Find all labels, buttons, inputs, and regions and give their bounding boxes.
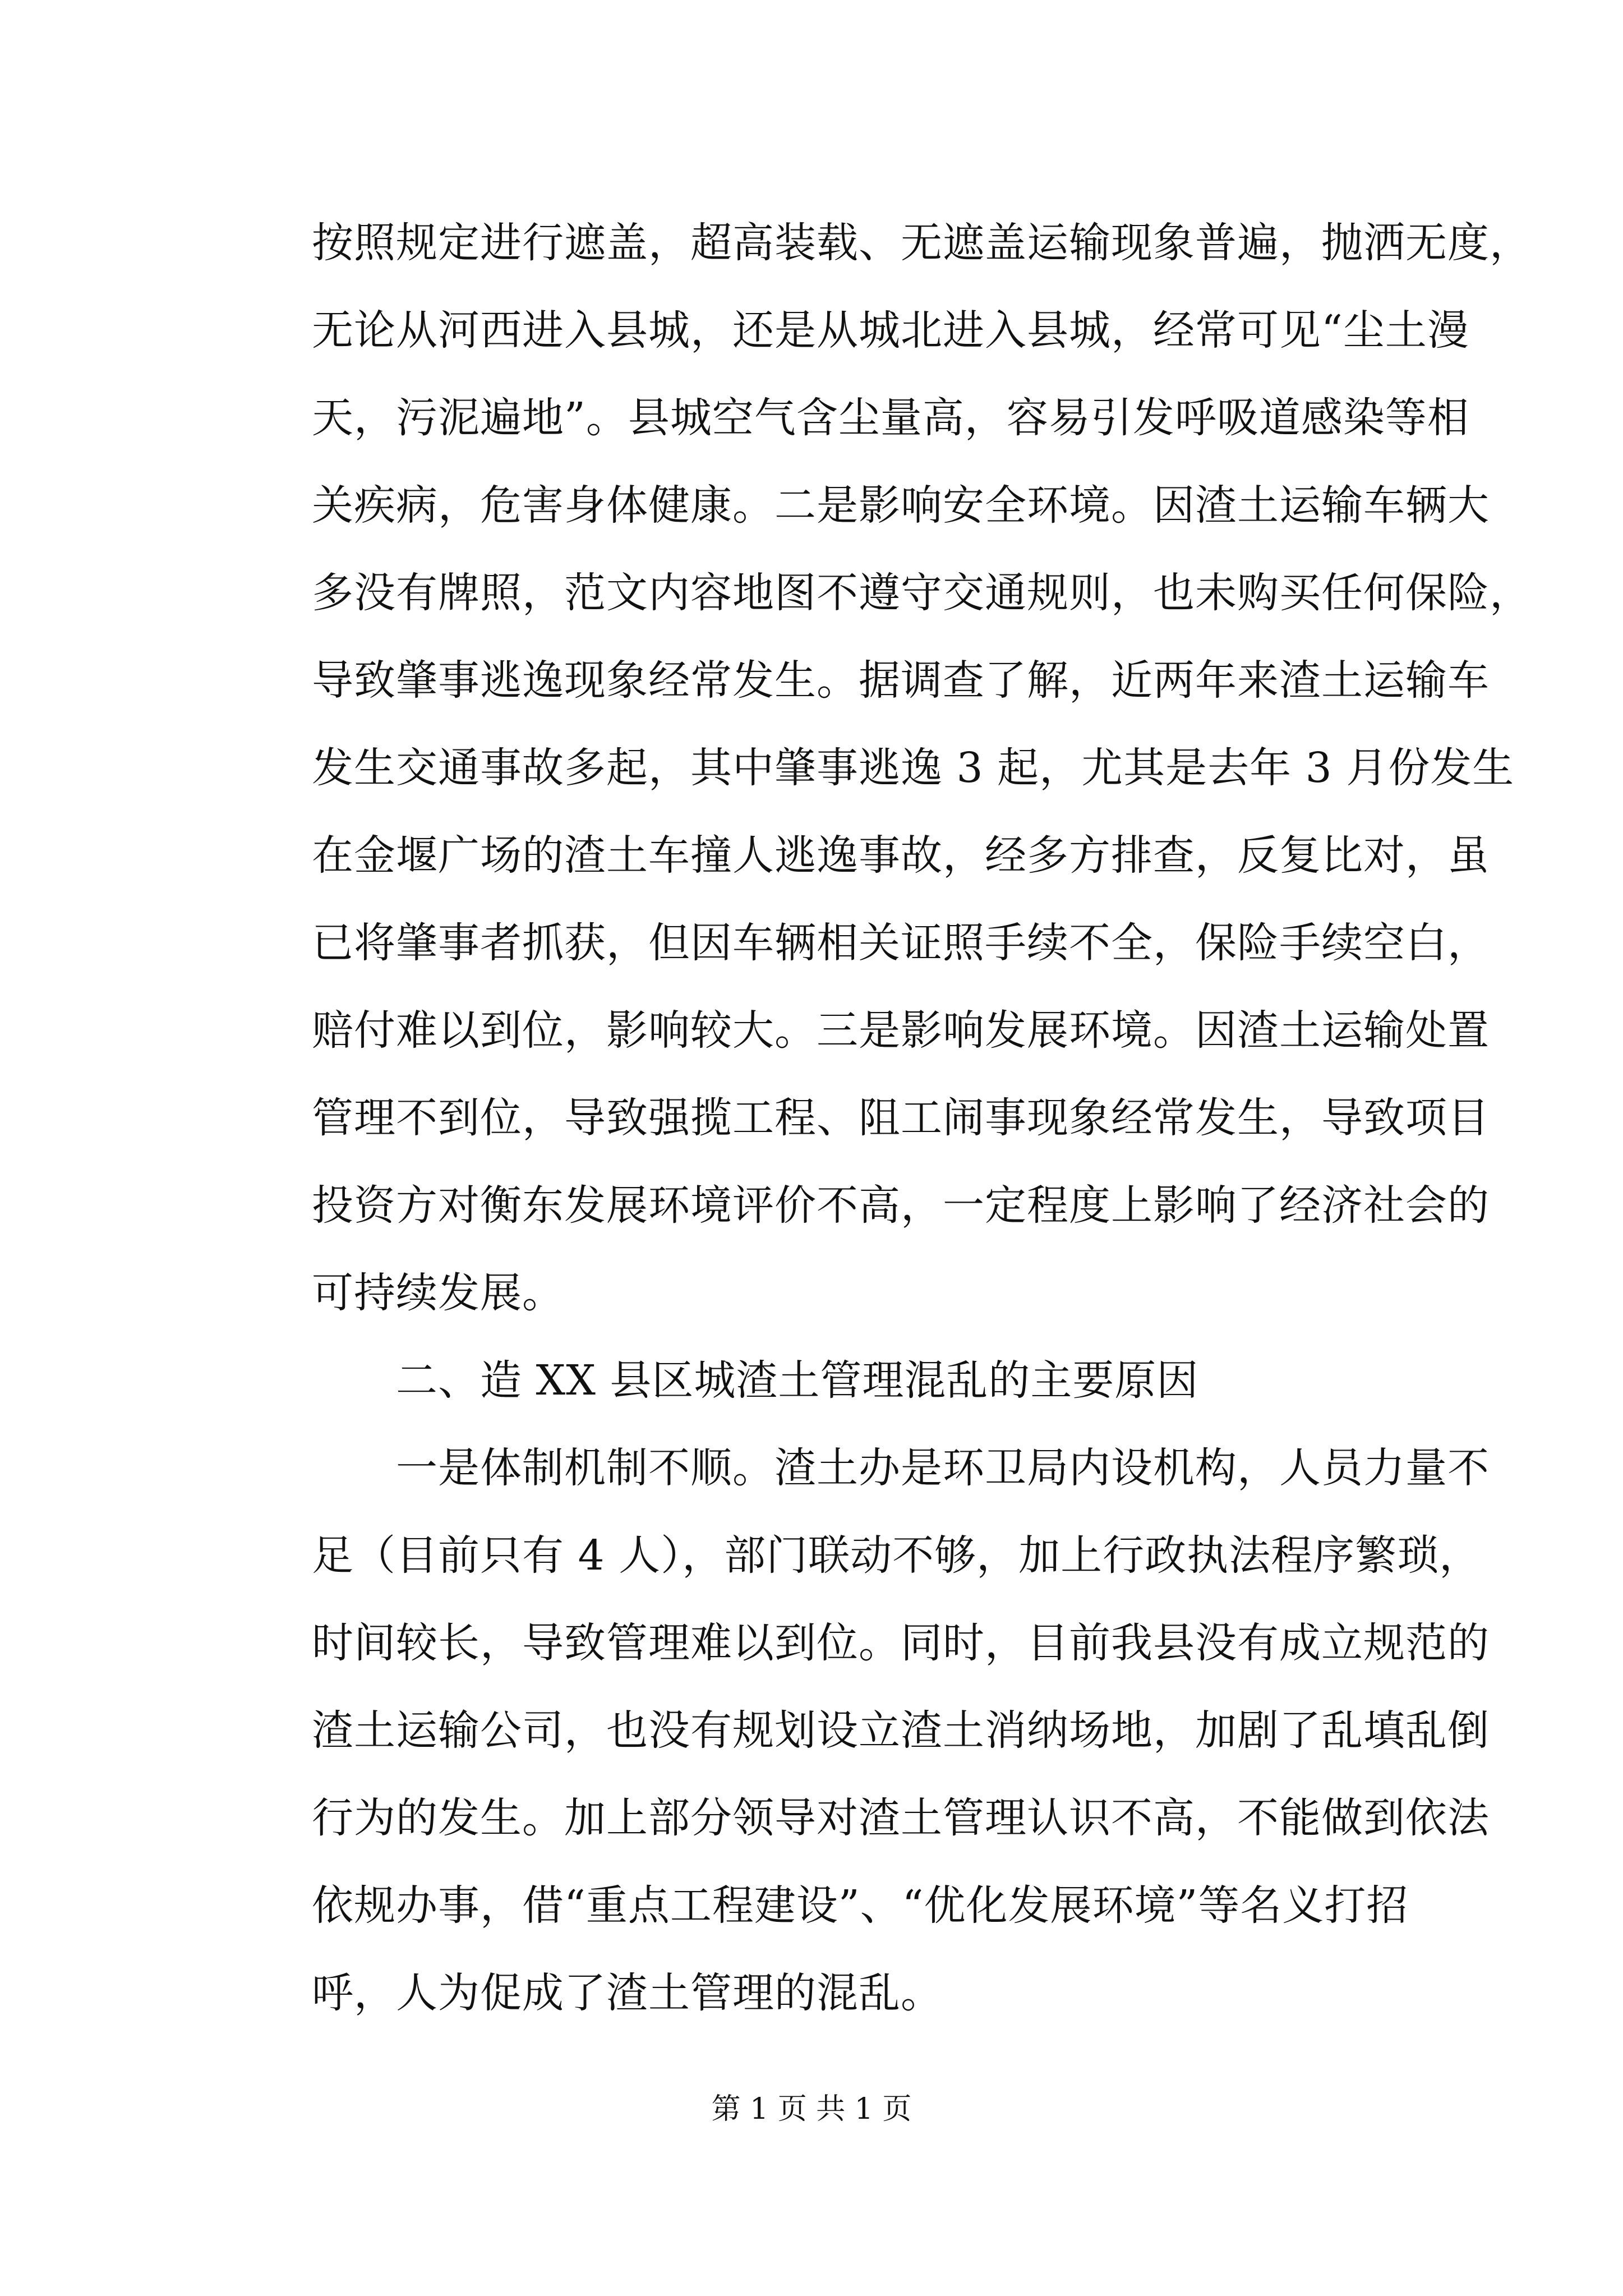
text-line: 已将肇事者抓获，但因车辆相关证照手续不全，保险手续空白， [312, 919, 1490, 967]
page-number-footer: 第 1 页 共 1 页 [711, 2092, 912, 2126]
text-line: 行为的发生。加上部分领导对渣土管理认识不高，不能做到依法 [312, 1794, 1490, 1842]
text-line: 管理不到位，导致强揽工程、阻工闹事现象经常发生，导致项目 [312, 1094, 1490, 1142]
section-heading: 二、造 XX 县区城渣土管理混乱的主要原因 [396, 1356, 1199, 1405]
text-line: 多没有牌照，范文内容地图不遵守交通规则，也未购买任何保险， [312, 569, 1532, 617]
text-line: 发生交通事故多起，其中肇事逃逸 3 起，尤其是去年 3 月份发生 [312, 744, 1515, 792]
text-line: 时间较长，导致管理难以到位。同时，目前我县没有成立规范的 [312, 1619, 1490, 1667]
text-line: 导致肇事逃逸现象经常发生。据调查了解，近两年来渣土运输车 [312, 656, 1490, 705]
text-line: 呼，人为促成了渣土管理的混乱。 [312, 1969, 943, 2017]
text-line: 可持续发展。 [312, 1269, 564, 1317]
text-line: 依规办事，借“重点工程建设”、“优化发展环境”等名义打招 [312, 1881, 1409, 1930]
text-line: 按照规定进行遮盖，超高装载、无遮盖运输现象普遍，抛洒无度， [312, 219, 1532, 267]
text-line: 天，污泥遍地”。县城空气含尘量高，容易引发呼吸道感染等相 [312, 394, 1469, 442]
text-line: 赔付难以到位，影响较大。三是影响发展环境。因渣土运输处置 [312, 1006, 1490, 1055]
text-line: 渣土运输公司，也没有规划设立渣土消纳场地，加剧了乱填乱倒 [312, 1706, 1490, 1755]
paragraph-first-line: 一是体制机制不顺。渣土办是环卫局内设机构，人员力量不 [396, 1444, 1490, 1492]
text-line: 关疾病，危害身体健康。二是影响安全环境。因渣土运输车辆大 [312, 481, 1490, 530]
text-line: 在金堰广场的渣土车撞人逃逸事故，经多方排查，反复比对，虽 [312, 831, 1490, 880]
text-line: 投资方对衡东发展环境评价不高，一定程度上影响了经济社会的 [312, 1181, 1490, 1230]
text-line: 足（目前只有 4 人），部门联动不够，加上行政执法程序繁琐， [312, 1531, 1482, 1580]
text-line: 无论从河西进入县城，还是从城北进入县城，经常可见“尘土漫 [312, 306, 1469, 355]
